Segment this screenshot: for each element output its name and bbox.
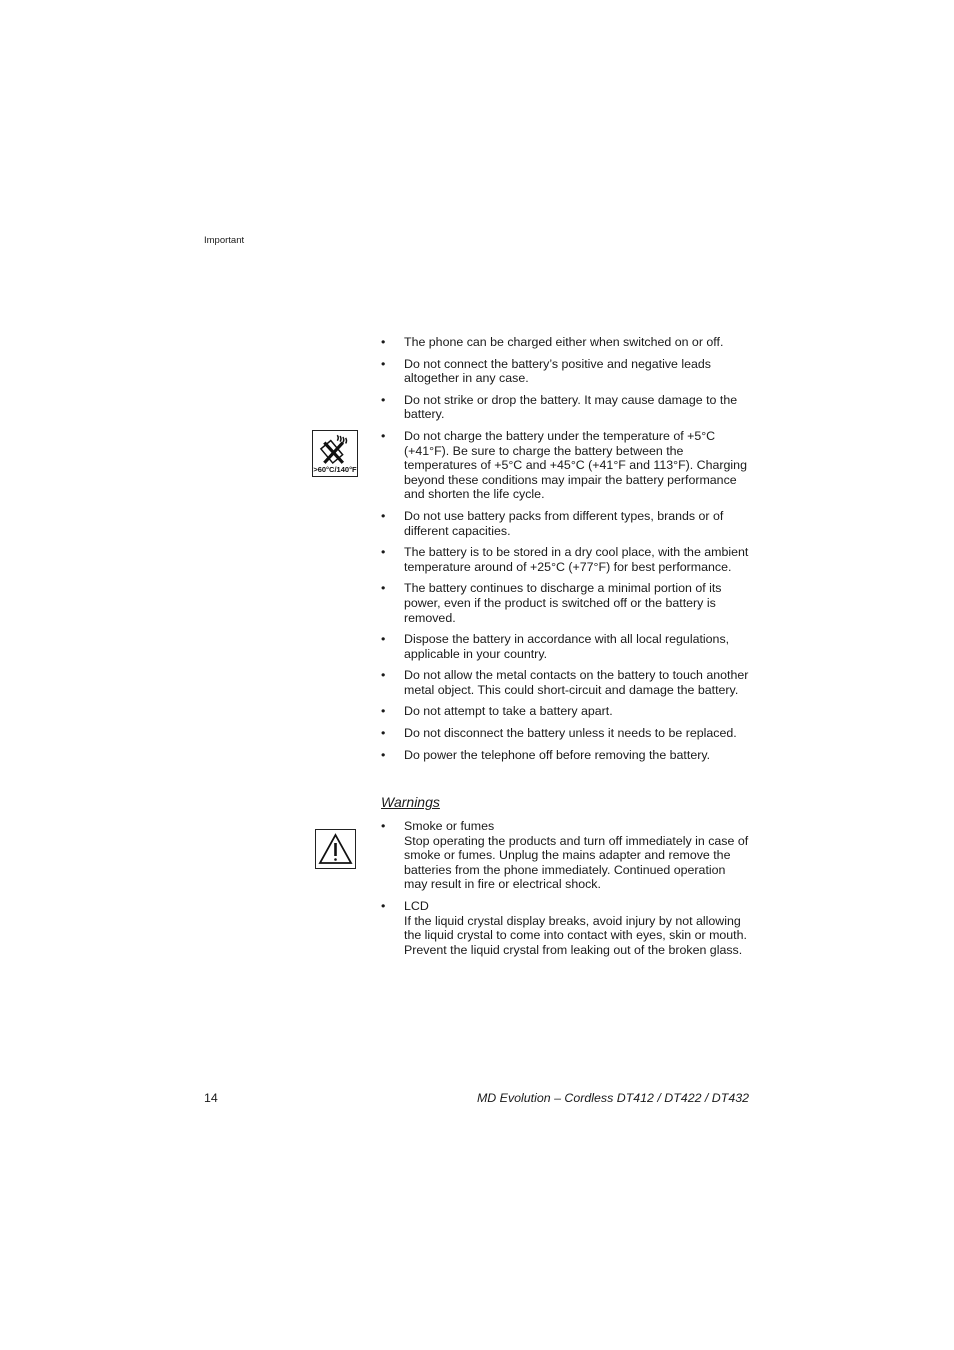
list-item-text: Do not use battery packs from different types, brands or of different capacities. bbox=[404, 508, 724, 538]
warning-item bbox=[381, 899, 751, 957]
list-item-text: Do not strike or drop the battery. It may cause damage to the battery. bbox=[404, 392, 738, 422]
warnings-list bbox=[381, 819, 751, 964]
warning-text: If the liquid crystal display breaks, avoid injury by not allowing the liquid crystal to come into contact with eyes, skin or mouth. Prevent the liquid crystal from leaking out of the broken glass. bbox=[404, 913, 747, 957]
bullet: • bbox=[381, 428, 386, 443]
battery-icon-caption: >60°C/140°F bbox=[313, 465, 357, 474]
list-item-text: The phone can be charged either when switched on or off. bbox=[404, 335, 724, 349]
bullet: • bbox=[381, 581, 386, 596]
list-item bbox=[381, 581, 751, 625]
list-item-text: Do not allow the metal contacts on the battery to touch another metal object. This could short-circuit and damage the battery. bbox=[404, 668, 749, 697]
list-item bbox=[381, 632, 751, 661]
bullet: • bbox=[381, 668, 386, 683]
bullet: • bbox=[381, 632, 386, 647]
bullet: • bbox=[381, 898, 386, 913]
list-item-text: Do not attempt to take a battery apart. bbox=[404, 704, 613, 719]
warning-title: Smoke or fumes bbox=[404, 819, 495, 833]
list-item-text: Do not disconnect the battery unless it needs to be replaced. bbox=[404, 726, 737, 741]
list-item bbox=[381, 509, 751, 538]
list-item bbox=[381, 357, 751, 386]
list-item bbox=[381, 393, 751, 422]
warnings-heading: Warnings bbox=[381, 794, 440, 810]
list-item bbox=[381, 748, 751, 763]
footer-title: MD Evolution – Cordless DT412 / DT422 / DT432 bbox=[476, 1091, 749, 1105]
battery-no-heat-icon bbox=[312, 430, 358, 477]
bullet: • bbox=[381, 747, 386, 762]
list-item-text: Do not charge the battery under the temperature of +5°C (+41°F). Be sure to charge the battery between the temperatures of +5°C and +45°C (+41°F and 113°F). Charging beyond these conditions may impair the battery performance and shorten the life cycle. bbox=[404, 428, 747, 502]
page-number: 14 bbox=[204, 1091, 218, 1105]
running-header: Important bbox=[204, 235, 245, 246]
bullet: • bbox=[381, 508, 386, 523]
list-item bbox=[381, 335, 751, 350]
bullet: • bbox=[381, 335, 386, 349]
bullet: • bbox=[381, 704, 386, 719]
bullet: • bbox=[381, 356, 386, 371]
list-item-text: The battery is to be stored in a dry cool place, with the ambient temperature around of +25°C (+77°F) for best performance. bbox=[404, 545, 749, 574]
bullet: • bbox=[381, 726, 386, 741]
warning-text: Stop operating the products and turn off immediately in case of smoke or fumes. Unplug the mains adapter and remove the batteries from the phone immediately. Continued operation may result in fire or electrical shock. bbox=[404, 833, 749, 892]
warning-title: LCD bbox=[404, 898, 429, 913]
bullet: • bbox=[381, 819, 386, 833]
bullet: • bbox=[381, 392, 386, 407]
list-item-text: The battery continues to discharge a minimal portion of its power, even if the product is switched off or the battery is removed. bbox=[404, 581, 722, 625]
list-item bbox=[381, 726, 751, 741]
warning-item bbox=[381, 819, 751, 892]
list-item-text: Do not connect the battery’s positive and negative leads altogether in any case. bbox=[404, 356, 711, 386]
list-item bbox=[381, 704, 751, 719]
warning-triangle-icon bbox=[315, 829, 356, 869]
bullet: • bbox=[381, 545, 386, 560]
list-item-text: Dispose the battery in accordance with all local regulations, applicable in your country. bbox=[404, 632, 730, 661]
battery-precautions-list bbox=[381, 335, 751, 769]
list-item bbox=[381, 545, 751, 574]
list-item bbox=[381, 429, 751, 502]
list-item bbox=[381, 668, 751, 697]
list-item-text: Do power the telephone off before removing the battery. bbox=[404, 747, 711, 762]
